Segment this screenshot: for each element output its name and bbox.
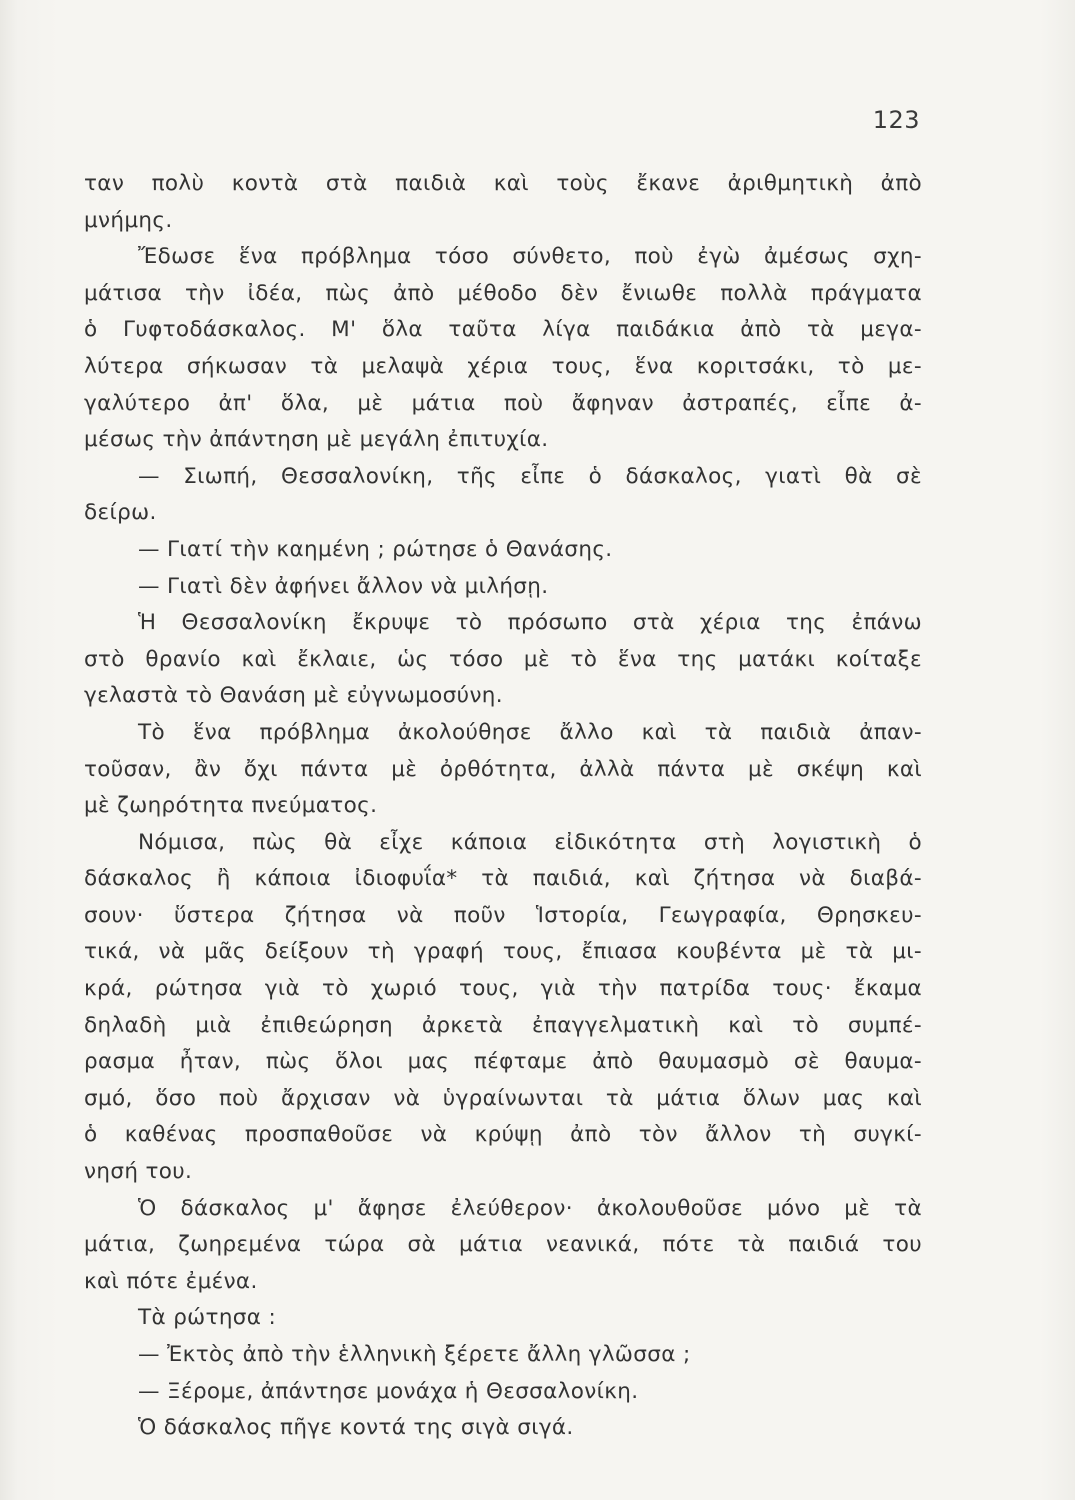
text-line: στὸ θρανίο καὶ ἔκλαιε, ὡς τόσο μὲ τὸ ἕνα της ματάκι κοίταξε [84,646,922,672]
text-line: — Ξέρομε, ἀπάντησε μονάχα ἡ Θεσσαλονίκη. [138,1378,639,1404]
text-line: γελαστὰ τὸ Θανάση μὲ εὐγνωμοσύνη. [84,683,503,709]
text-line: μάτια, ζωηρεμένα τώρα σὰ μάτια νεανικά, πότε τὰ παιδιά του [84,1232,922,1258]
text-line: Ἔδωσε ἕνα πρόβλημα τόσο σύνθετο, ποὺ ἐγὼ ἀμέσως σχη- [138,244,922,270]
text-line: μάτισα τὴν ἰδέα, πὼς ἀπὸ μέθοδο δὲν ἔνιωθε πολλὰ πράγματα [84,280,922,306]
text-line: μνήμης. [84,207,173,233]
text-line: νησή του. [84,1159,193,1185]
text-line: σουν· ὕστερα ζήτησα νὰ ποῦν Ἱστορία, Γεωγραφία, Θρησκευ- [84,902,922,928]
text-line: τοῦσαν, ἂν ὄχι πάντα μὲ ὀρθότητα, ἀλλὰ πάντα μὲ σκέψη καὶ [84,756,922,782]
text-line: κρά, ρώτησα γιὰ τὸ χωριό τους, γιὰ τὴν πατρίδα τους· ἔκαμα [84,976,922,1002]
text-line: λύτερα σήκωσαν τὰ μελαψὰ χέρια τους, ἕνα κοριτσάκι, τὸ με- [84,353,922,379]
text-line: — Γιατὶ δὲν ἀφήνει ἄλλον νὰ μιλήσῃ. [138,573,549,599]
text-line: μὲ ζωηρότητα πνεύματος. [84,793,378,819]
text-line: δηλαδὴ μιὰ ἐπιθεώρηση ἀρκετὰ ἐπαγγελματικὴ καὶ τὸ συμπέ- [84,1012,922,1038]
body-text [84,166,922,1447]
text-line: δείρω. [84,500,157,526]
text-line: — Σιωπή, Θεσσαλονίκη, τῆς εἶπε ὁ δάσκαλος, γιατὶ θὰ σὲ [138,463,922,489]
text-line: Ὁ δάσκαλος πῆγε κοντά της σιγὰ σιγά. [138,1415,574,1441]
text-line: ρασμα ἦταν, πὼς ὅλοι μας πέφταμε ἀπὸ θαυμασμὸ σὲ θαυμα- [84,1049,922,1075]
text-line: γαλύτερο ἀπ' ὅλα, μὲ μάτια ποὺ ἄφηναν ἀστραπές, εἶπε ἀ- [84,390,922,416]
text-line: ὁ Γυφτοδάσκαλος. Μ' ὅλα ταῦτα λίγα παιδάκια ἀπὸ τὰ μεγα- [84,317,922,343]
text-line: Τὸ ἕνα πρόβλημα ἀκολούθησε ἄλλο καὶ τὰ παιδιὰ ἀπαν- [138,719,922,745]
text-line: Ἡ Θεσσαλονίκη ἔκρυψε τὸ πρόσωπο στὰ χέρια της ἐπάνω [138,610,922,636]
text-line: Τὰ ρώτησα : [138,1305,277,1331]
text-line: Νόμισα, πὼς θὰ εἶχε κάποια εἰδικότητα στὴ λογιστικὴ ὁ [138,829,922,855]
text-line: σμό, ὅσο ποὺ ἄρχισαν νὰ ὑγραίνωνται τὰ μάτια ὅλων μας καὶ [84,1085,922,1111]
text-line: — Γιατί τὴν καημένη ; ρώτησε ὁ Θανάσης. [138,536,613,562]
text-line: δάσκαλος ἢ κάποια ἰδιοφυΐα* τὰ παιδιά, καὶ ζήτησα νὰ διαβά- [84,866,922,892]
text-line: ταν πολὺ κοντὰ στὰ παιδιὰ καὶ τοὺς ἔκανε ἀριθμητικὴ ἀπὸ [84,171,922,196]
text-line: ὁ καθένας προσπαθοῦσε νὰ κρύψῃ ἀπὸ τὸν ἄλλον τὴ συγκί- [84,1122,922,1148]
text-line: τικά, νὰ μᾶς δείξουν τὴ γραφή τους, ἔπιασα κουβέντα μὲ τὰ μι- [84,939,922,965]
page-number: 123 [872,106,920,134]
text-line: καὶ πότε ἐμένα. [84,1268,258,1294]
text-line: Ὁ δάσκαλος μ' ἄφησε ἐλεύθερον· ἀκολουθοῦσε μόνο μὲ τὰ [138,1195,922,1221]
text-line: — Ἐκτὸς ἀπὸ τὴν ἑλληνικὴ ξέρετε ἄλλη γλῶσσα ; [138,1342,691,1367]
text-line: μέσως τὴν ἀπάντηση μὲ μεγάλη ἐπιτυχία. [84,427,549,453]
